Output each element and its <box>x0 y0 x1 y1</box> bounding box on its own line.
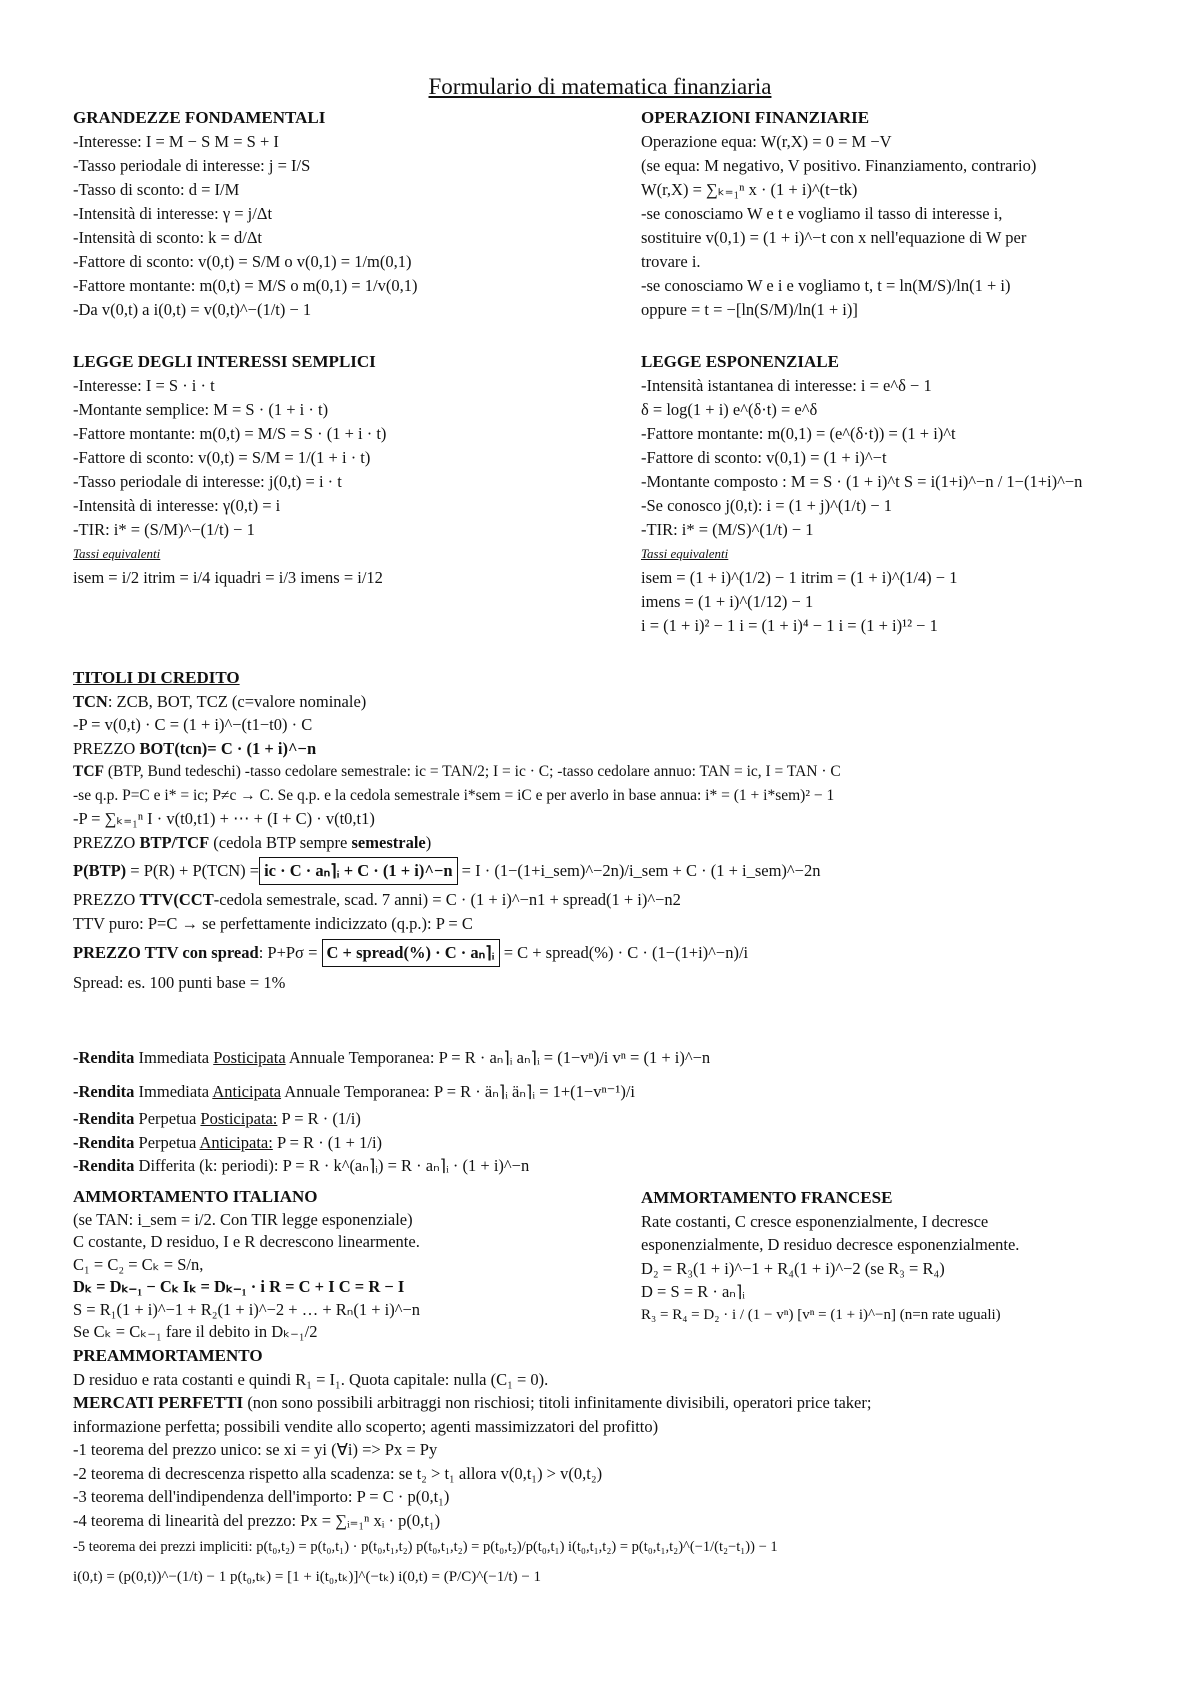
text: -Rendita <box>73 1132 135 1152</box>
heading-grandezze: GRANDEZZE FONDAMENTALI <box>73 108 326 127</box>
formula-line: sostituire v(0,1) = (1 + i)^−t con x nell'equazione di W per <box>641 228 1027 247</box>
section-rendite <box>73 1046 1153 1178</box>
teorema-line: -4 teorema di linearità del prezzo: Px = ∑ᵢ₌₁ⁿ xᵢ · p(0,t₁) <box>73 1510 441 1530</box>
section-operazioni <box>641 106 1141 322</box>
formula-line: -P = v(0,t) · C = (1 + i)^−(t1−t0) · C <box>73 715 313 734</box>
formula-line: oppure = t = −[ln(S/M)/ln(1 + i)] <box>641 300 858 319</box>
formula-line: D = S = R · aₙ⌉ᵢ <box>641 1282 745 1301</box>
subheading-tassi: Tassi equivalenti <box>73 546 161 561</box>
formula-line: (se TAN: i_sem = i/2. Con TIR legge esponenziale) <box>73 1209 413 1229</box>
formula-line: -TIR: i* = (M/S)^(1/t) − 1 <box>641 520 814 539</box>
formula-line: Se Cₖ = Cₖ₋₁ fare il debito in Dₖ₋₁/2 <box>73 1322 318 1341</box>
formula-line: -Tasso di sconto: d = I/M <box>73 180 240 199</box>
formula-line: -se conosciamo W e t e vogliamo il tasso di interesse i, <box>641 204 1003 223</box>
text: Perpetua <box>134 1109 201 1128</box>
heading-interessi-semplici: LEGGE DEGLI INTERESSI SEMPLICI <box>73 352 376 371</box>
text: PREZZO TTV con spread <box>73 943 259 962</box>
formula-line <box>73 888 1153 912</box>
heading-mercati: MERCATI PERFETTI <box>73 1393 244 1412</box>
text: Immediata <box>134 1081 213 1101</box>
text: P = R · (1 + 1/i) <box>272 1132 383 1152</box>
text: P = R · k^(aₙ⌉ᵢ) = R · aₙ⌉ᵢ · (1 + i)^−n <box>282 1156 530 1175</box>
formula-line <box>73 857 1153 885</box>
text: -Rendita <box>73 1081 135 1101</box>
formula-line: -Intensità di interesse: γ = j/Δt <box>73 204 273 223</box>
heading-preammortamento: PREAMMORTAMENTO <box>73 1346 263 1365</box>
formula-line: C₁ = C₂ = Cₖ = S/n, <box>73 1254 204 1274</box>
formula-line <box>73 737 1153 761</box>
formula-line: D₂ = R₃(1 + i)^−1 + R₄(1 + i)^−2 (se R₃ = R₄) <box>641 1258 945 1278</box>
section-legge-esponenziale <box>641 350 1141 638</box>
formula-line: esponenzialmente, D residuo decresce esponenzialmente. <box>641 1235 1020 1254</box>
text: -Rendita <box>73 1109 135 1128</box>
heading-amm-francese: AMMORTAMENTO FRANCESE <box>641 1188 893 1207</box>
formula-line: -Se conosco j(0,t): i = (1 + j)^(1/t) − 1 <box>641 496 893 515</box>
formula-line: -Montante semplice: M = S · (1 + i · t) <box>73 400 329 419</box>
formula-line: Spread: es. 100 punti base = 1% <box>73 973 286 992</box>
formula-line: -Da v(0,t) a i(0,t) = v(0,t)^−(1/t) − 1 <box>73 300 312 319</box>
text: PREZZO <box>73 738 140 758</box>
rendita-line <box>73 1107 1153 1131</box>
formula-line <box>73 760 1153 784</box>
formula-line <box>73 939 1153 967</box>
formula-line: -se conosciamo W e i e vogliamo t, t = ln(M/S)/ln(1 + i) <box>641 276 1011 295</box>
formula-line: isem = (1 + i)^(1/2) − 1 itrim = (1 + i)^(1/4) − 1 <box>641 568 958 587</box>
formula-line: -TIR: i* = (S/M)^−(1/t) − 1 <box>73 520 255 539</box>
formula-line: D residuo e rata costanti e quindi R₁ = I₁. Quota capitale: nulla (C₁ = 0). <box>73 1369 549 1389</box>
heading-operazioni: OPERAZIONI FINANZIARIE <box>641 108 870 127</box>
section-amm-francese <box>641 1186 1141 1327</box>
formula-line: (se equa: M negativo, V positivo. Finanziamento, contrario) <box>641 156 1037 175</box>
rendita-line <box>73 1046 1153 1070</box>
formula-line: -Intensità di interesse: γ(0,t) = i <box>73 496 281 515</box>
formula-line: i = (1 + i)² − 1 i = (1 + i)⁴ − 1 i = (1 + i)¹² − 1 <box>641 616 938 635</box>
text: = C + spread(%) · C · (1−(1+i)^−n)/i <box>499 943 749 962</box>
formula-line: -Intensità di sconto: k = d/Δt <box>73 228 263 247</box>
formula-line: -Tasso periodale di interesse: j = I/S <box>73 156 311 175</box>
subheading-tassi: Tassi equivalenti <box>641 546 729 561</box>
text: PREZZO <box>73 890 140 909</box>
text: P(BTP) <box>73 861 127 880</box>
text: (non sono possibili arbitraggi non rischiosi; titoli infinitamente divisibili, operatori price taker; <box>243 1393 872 1412</box>
heading-legge-esponenziale: LEGGE ESPONENZIALE <box>641 352 839 371</box>
text: Anticipata: <box>199 1132 273 1152</box>
label-tcn: TCN <box>73 691 108 711</box>
text: Posticipata: <box>200 1109 278 1128</box>
formula-line: δ = log(1 + i) e^(δ·t) = e^δ <box>641 400 818 419</box>
formula-line: -Fattore montante: m(0,t) = M/S = S · (1 + i · t) <box>73 424 387 443</box>
teorema-line: -3 teorema dell'indipendenza dell'importo: P = C · p(0,t₁) <box>73 1487 450 1506</box>
formula-line <box>73 831 1153 855</box>
text: -Rendita <box>73 1156 135 1175</box>
text: Annuale Temporanea: P = R · äₙ⌉ᵢ äₙ⌉ᵢ = 1+(1−vⁿ⁻¹)/i <box>281 1081 635 1101</box>
heading-amm-italiano: AMMORTAMENTO ITALIANO <box>73 1187 318 1206</box>
section-interessi-semplici <box>73 350 633 590</box>
boxed-formula: ic · C · aₙ⌉ᵢ + C · (1 + i)^−n <box>259 857 457 885</box>
rendita-line <box>73 1131 1153 1155</box>
formula-line: S = R₁(1 + i)^−1 + R₂(1 + i)^−2 + … + Rₙ(1 + i)^−n <box>73 1299 421 1319</box>
text: = I · (1−(1+i_sem)^−2n)/i_sem + C · (1 + i_sem)^−2n <box>457 861 821 880</box>
text: TTV(CCT <box>139 890 214 909</box>
formula-line: -Tasso periodale di interesse: j(0,t) = i · t <box>73 472 342 491</box>
text: Immediata <box>134 1048 214 1067</box>
formula-line: -Fattore di sconto: v(0,t) = S/M o v(0,1) = 1/m(0,1) <box>73 252 412 271</box>
formula-line: informazione perfetta; possibili vendite allo scoperto; agenti massimizzatori del profitto) <box>73 1416 659 1436</box>
teorema-line: -2 teorema di decrescenza rispetto alla scadenza: se t₂ > t₁ allora v(0,t₁) > v(0,t₂) <box>73 1463 603 1483</box>
formula-line: -se q.p. P=C e i* = ic; P≠c → C. Se q.p. e la cedola semestrale i*sem = iC e per averlo in base annua: i* = (1 + i*sem)² − 1 <box>73 786 835 804</box>
text: (cedola BTP sempre <box>209 832 352 852</box>
formula-line: Operazione equa: W(r,X) = 0 = M −V <box>641 132 892 151</box>
formula-line <box>73 690 1153 714</box>
text: -Rendita <box>73 1048 135 1067</box>
text: ) <box>425 832 432 852</box>
text: BTP/TCF <box>139 832 210 852</box>
section-amm-italiano <box>73 1186 633 1344</box>
text: semestrale <box>351 832 426 852</box>
formula-line: -Fattore di sconto: v(0,1) = (1 + i)^−t <box>641 448 887 467</box>
rendita-line <box>73 1080 1153 1104</box>
teorema-line: -1 teorema del prezzo unico: se xi = yi (∀i) => Px = Py <box>73 1440 438 1459</box>
text: : ZCB, BOT, TCZ (c=valore nominale) <box>107 691 367 711</box>
formula-line: isem = i/2 itrim = i/4 iquadri = i/3 imens = i/12 <box>73 568 383 587</box>
formula-line: -Fattore montante: m(0,t) = M/S o m(0,1) = 1/v(0,1) <box>73 276 418 295</box>
teorema-line: i(0,t) = (p(0,t))^−(1/t) − 1 p(t₀,tₖ) = [1 + i(t₀,tₖ)]^(−tₖ) i(0,t) = (P/C)^(−1/t) − 1 <box>73 1568 542 1585</box>
formula-line: Rate costanti, C cresce esponenzialmente, I decresce <box>641 1211 989 1231</box>
formula-line: W(r,X) = ∑ₖ₌₁ⁿ x · (1 + i)^(t−tk) <box>641 180 858 199</box>
formula-line: imens = (1 + i)^(1/12) − 1 <box>641 592 814 611</box>
bot-price: BOT(tcn)= C · (1 + i)^−n <box>139 738 317 758</box>
formula-line: trovare i. <box>641 252 701 271</box>
text: (BTP, Bund tedeschi) -tasso cedolare semestrale: ic = TAN/2; I = ic · C; -tasso cedolare annuo: TAN = ic, I = TAN · C <box>104 763 841 780</box>
formula-line: C costante, D residuo, I e R decrescono linearmente. <box>73 1232 420 1251</box>
text: : P+Pσ = <box>258 943 322 962</box>
section-mercati <box>73 1344 1153 1589</box>
formula-line: R₃ = R₄ = D₂ · i / (1 − vⁿ) [vⁿ = (1 + i)^−n] (n=n rate uguali) <box>641 1306 1001 1323</box>
formula-line: -Intensità istantanea di interesse: i = e^δ − 1 <box>641 376 932 395</box>
formula-line: TTV puro: P=C → se perfettamente indicizzato (q.p.): P = C <box>73 913 473 933</box>
section-titoli <box>73 666 1153 995</box>
formula-line: -Interesse: I = M − S M = S + I <box>73 132 279 151</box>
rendita-line <box>73 1154 1153 1178</box>
section-grandezze <box>73 106 633 322</box>
text: Differita (k: periodi): <box>134 1156 283 1175</box>
formula-line: -Fattore di sconto: v(0,t) = S/M = 1/(1 + i · t) <box>73 448 371 467</box>
formula-line: -P = ∑ₖ₌₁ⁿ I · v(t0,t1) + ⋯ + (I + C) · v(t0,t1) <box>73 809 375 828</box>
formula-line: Dₖ = Dₖ₋₁ − Cₖ Iₖ = Dₖ₋₁ · i R = C + I C = R − I <box>73 1277 405 1296</box>
formula-line <box>73 1391 1153 1415</box>
text: Annuale Temporanea: P = R · aₙ⌉ᵢ aₙ⌉ᵢ = (1−vⁿ)/i vⁿ = (1 + i)^−n <box>285 1048 711 1067</box>
heading-titoli: TITOLI DI CREDITO <box>73 668 240 687</box>
formula-line: -Interesse: I = S · i · t <box>73 376 215 395</box>
formula-line: -Fattore montante: m(0,1) = (e^(δ·t)) = (1 + i)^t <box>641 424 956 443</box>
formula-line: -Montante composto : M = S · (1 + i)^t S = i(1+i)^−n / 1−(1+i)^−n <box>641 472 1083 491</box>
text: PREZZO <box>73 832 140 852</box>
text: Posticipata <box>213 1048 286 1067</box>
text: P = R · (1/i) <box>277 1109 361 1128</box>
label-tcf: TCF <box>73 763 104 780</box>
teorema-line: -5 teorema dei prezzi impliciti: p(t₀,t₂) = p(t₀,t₁) · p(t₀,t₁,t₂) p(t₀,t₁,t₂) = p(t₀,t₂)/p(t₀,t₁) i(t₀,t₁,t₂) = p(t₀,t₁,t₂)^(−1/(t₂−t₁)) − 1 <box>73 1539 778 1555</box>
text: Perpetua <box>134 1132 200 1152</box>
text: -cedola semestrale, scad. 7 anni) = C · (1 + i)^−n1 + spread(1 + i)^−n2 <box>213 890 681 909</box>
page-title: Formulario di matematica finanziaria <box>428 74 772 99</box>
text: = P(R) + P(TCN) = <box>126 861 260 880</box>
boxed-formula: C + spread(%) · C · aₙ⌉ᵢ <box>322 939 500 967</box>
text: Anticipata <box>212 1081 282 1101</box>
